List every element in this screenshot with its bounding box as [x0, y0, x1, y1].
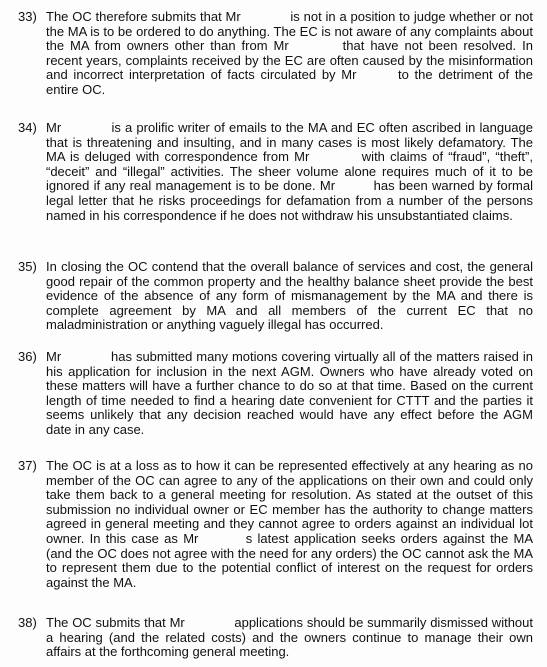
paragraph-number: 34) — [18, 120, 37, 135]
paragraph-36 — [18, 350, 533, 438]
paragraph-text: to the detriment of the entire OC. — [46, 67, 533, 97]
redacted-name — [204, 534, 246, 544]
paragraph-number: 36) — [18, 349, 37, 364]
redacted-name — [295, 41, 337, 51]
paragraph-text: The OC is at a loss as to how it can be represented effectively at any hearing as no member of the OC can agree to any of the applications on their own and could only take them back to a general meeting for resolution. As stated at the outset of this submission no individual owner or EC member has the authority to change matters agreed in general meeting and they cannot agree to orders against an individual lot owner. In this case as Mr — [46, 458, 533, 546]
paragraph-number: 38) — [18, 615, 37, 630]
paragraph-body — [46, 350, 533, 438]
redacted-name — [65, 352, 107, 362]
redacted-name — [65, 123, 107, 133]
paragraph-text: is not in a position to judge whether or not the MA is to be ordered to do anything. The EC is not aware of any complaints about the MA from owners other than from Mr — [46, 9, 534, 54]
paragraph-text: Mr — [46, 349, 62, 364]
paragraph-body — [46, 459, 533, 590]
paragraph-number: 35) — [18, 259, 37, 274]
redacted-name — [362, 70, 392, 80]
redacted-name — [189, 618, 231, 628]
paragraph-body — [46, 10, 533, 98]
redacted-name — [315, 152, 357, 162]
redacted-name — [245, 12, 287, 22]
paragraph-text: The OC therefore submits that Mr — [46, 9, 241, 24]
paragraph-text: In closing the OC contend that the overall balance of services and cost, the general good repair of the common property and the healthy balance sheet provide the best evidence of the absence of any form of mismanagement by the MA and there is complete agreement by MA and all members of the current EC that no maladministration or anything vaguely illegal has occurred. — [46, 259, 533, 333]
paragraph-number: 33) — [18, 9, 37, 24]
paragraph-body — [46, 616, 533, 660]
paragraph-text: applications should be summarily dismissed without a hearing (and the related costs) and the owners continue to manage their own affairs at the forthcoming general meeting. — [46, 615, 533, 660]
paragraph-text: The OC submits that Mr — [46, 615, 185, 630]
paragraph-text: is a prolific writer of emails to the MA and EC often ascribed in language that is threatening and insulting, and in many cases is most likely defamatory. The MA is deluged with correspondence from Mr — [46, 120, 533, 165]
paragraph-text: that have not been resolved. In recent years, complaints received by the EC are often caused by the misinformation and incorrect interpretation of facts circulated by Mr — [46, 38, 533, 83]
paragraph-text: has submitted many motions covering virtually all of the matters raised in his application for inclusion in the next AGM. Owners who have already voted on these matters will have a further chance to do so at that time. Based on the current length of time needed to find a hearing date convenient for CTTT and the parties it seems unlikely that any decision reached would have any effect before the AGM date in any case. — [46, 349, 533, 437]
paragraph-number: 37) — [18, 458, 37, 473]
redacted-name — [339, 181, 369, 191]
paragraph-text: with claims of “fraud”, “theft”, “deceit” and “illegal” activities. The sheer volume alone requires much of it to be ignored if any real management is to be done. Mr — [46, 149, 533, 194]
paragraph-35 — [18, 260, 533, 333]
paragraph-34 — [18, 121, 533, 223]
paragraph-38 — [18, 616, 533, 660]
paragraph-text: Mr — [46, 120, 62, 135]
paragraph-text: s latest application seeks orders against the MA (and the OC does not agree with the need for any orders) the OC cannot ask the MA to represent them due to the potential conflict of interest on the request for orders against the MA. — [46, 530, 533, 590]
paragraph-body — [46, 260, 533, 333]
paragraph-body — [46, 121, 533, 223]
paragraph-37 — [18, 459, 533, 590]
paragraph-text: has been warned by formal legal letter that he risks proceedings for defamation from a number of the persons named in his correspondence if he does not withdraw his unsubstantiated claims. — [46, 178, 533, 223]
paragraph-33 — [18, 10, 533, 98]
